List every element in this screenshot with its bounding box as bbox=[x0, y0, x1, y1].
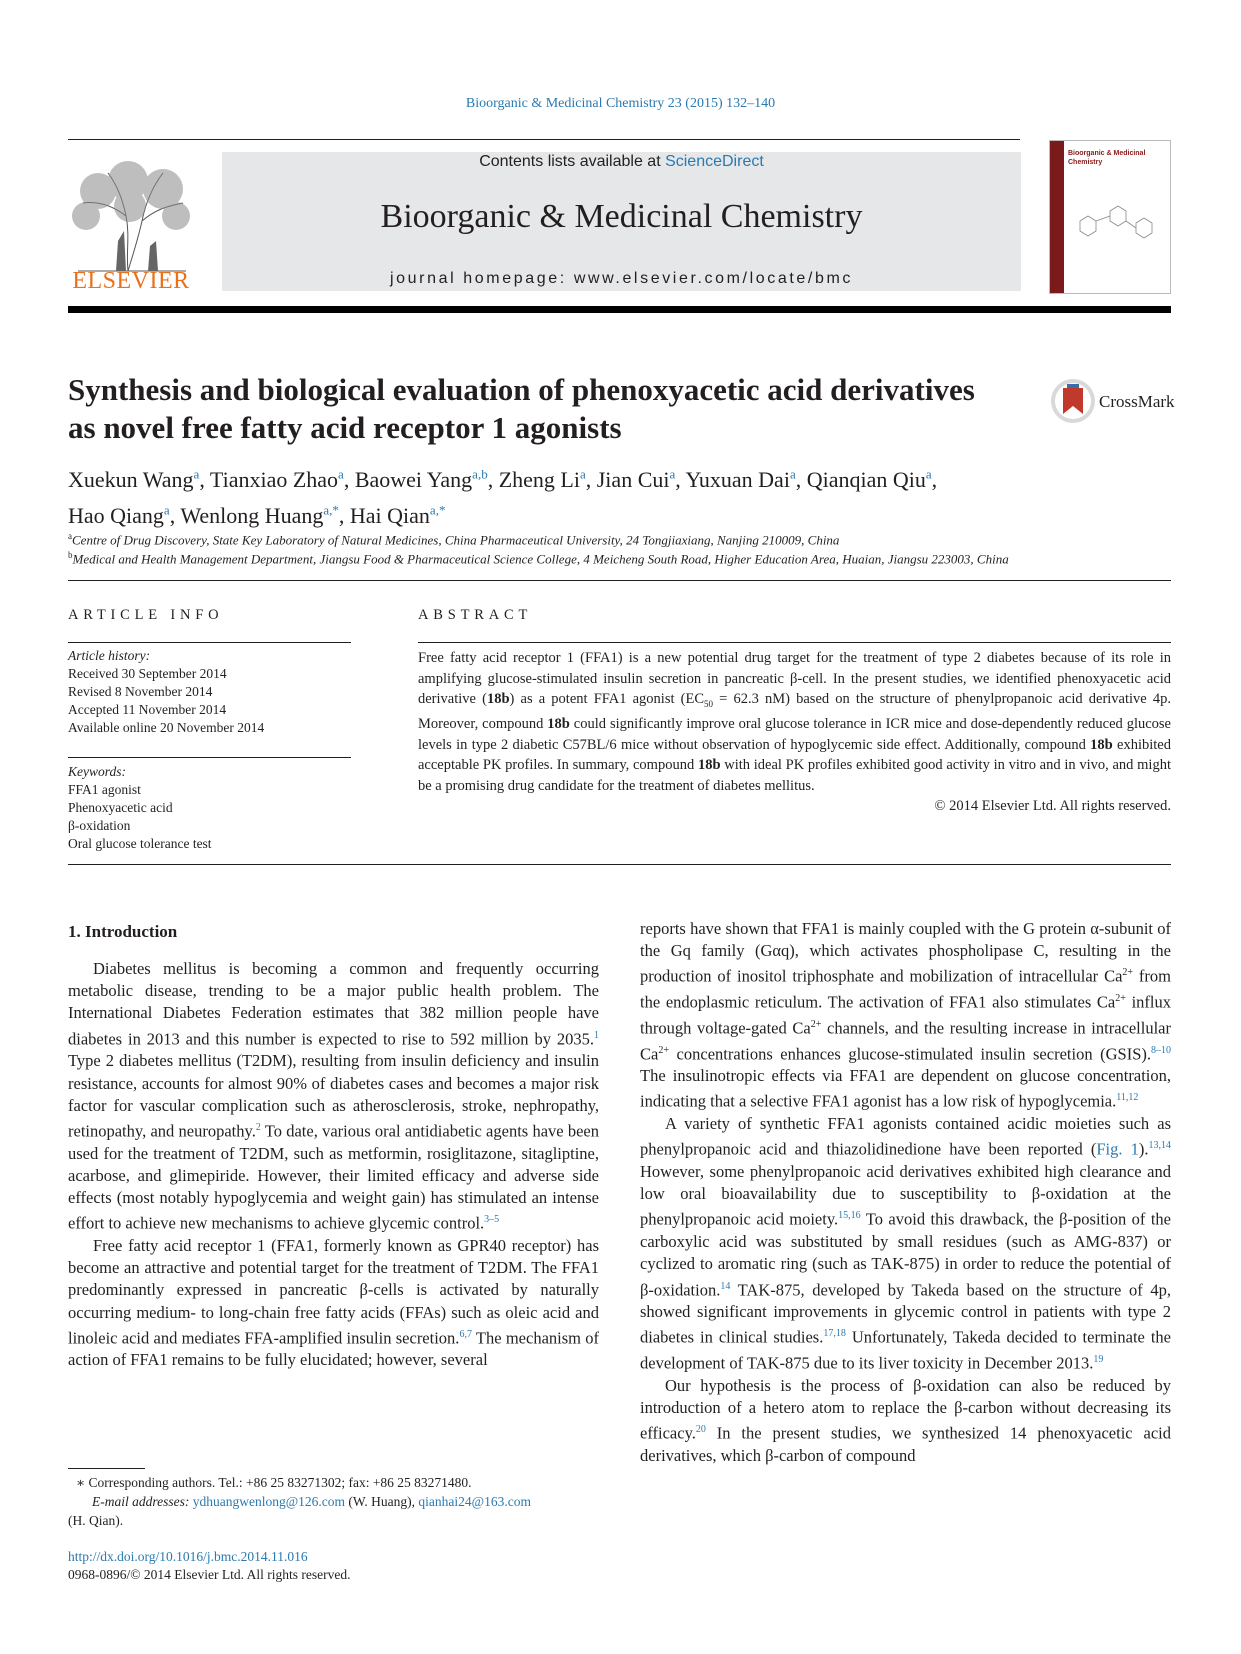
citation-link[interactable]: 14 bbox=[720, 1280, 731, 1292]
citation-link[interactable]: 19 bbox=[1093, 1354, 1104, 1366]
figure-link[interactable]: Fig. 1 bbox=[1096, 1139, 1139, 1159]
intro-paragraph-4: Our hypothesis is the process of β-oxidation can also be reduced by introduction of a hetero atom to replace the β-carbon without decreasing its efficacy.$^{20}$ In the present studies, we synthesized 14 phenoxyacetic acid derivatives, which β-carbon of compound bbox=[640, 1375, 1171, 1465]
keywords bbox=[68, 763, 351, 853]
title-line-1: Synthesis and biological evaluation of phenoxyacetic acid derivatives bbox=[68, 372, 975, 407]
author: Hai Qian$^{a,*}$ bbox=[349, 502, 446, 528]
abstract-rule bbox=[418, 642, 1171, 643]
abstract-copyright: © 2014 Elsevier Ltd. All rights reserved. bbox=[934, 798, 1171, 815]
article-history bbox=[68, 647, 351, 737]
journal-name: Bioorganic & Medicinal Chemistry bbox=[380, 198, 863, 235]
elsevier-wordmark: ELSEVIER bbox=[72, 268, 190, 294]
author: Hao Qiang$^a$, bbox=[68, 502, 181, 528]
contents-prefix: Contents lists available at bbox=[479, 153, 666, 170]
journal-homepage bbox=[222, 270, 1021, 288]
citation-link[interactable]: 13,14 bbox=[1148, 1140, 1171, 1152]
homepage-prefix: journal homepage: bbox=[390, 270, 574, 287]
cover-title-line2: Chemistry bbox=[1068, 159, 1103, 166]
citation-link[interactable]: 17,18 bbox=[823, 1328, 846, 1340]
author: Wenlong Huang$^{a,*}$, bbox=[180, 502, 350, 528]
intro-paragraph-2-cont: reports have shown that FFA1 is mainly coupled with the G protein α-subunit of the Gq family (Gαq), which activates phospholipase C, resulting in the production of inositol triphosphate and mobilization of intracellular $Ca^{2+}$ from the endoplasmic reticulum. The activation of FFA1 also stimulates $Ca^{2+}$ influx through voltage-gated $Ca^{2+}$ channels, and the resulting increase in intracellular $Ca^{2+}$ concentrations enhances glucose-stimulated insulin secretion (GSIS).$^{8-10}$ The insulinotropic effects via FFA1 are dependent on glucose concentration, indicating that a selective FFA1 agonist has a low risk of hypoglycemia.$^{11,12}$ bbox=[640, 919, 1172, 1111]
crossmark-icon[interactable] bbox=[1050, 378, 1096, 424]
article-info-rule bbox=[68, 642, 351, 643]
affiliation-rule bbox=[68, 580, 1171, 581]
affiliation-b: $^b$Medical and Health Management Department, Jiangsu Food & Pharmaceutical Science College, 4 Meicheng South Road, Higher Education Area, Huaian, Jiangsu 223003, China bbox=[68, 550, 1009, 567]
article-title bbox=[68, 371, 1028, 447]
footnote-contact: ∗ Corresponding authors. Tel.: +86 25 83271302; fax: +86 25 83271480. bbox=[76, 1475, 472, 1490]
issn-line: 0968-0896/© 2014 Elsevier Ltd. All rights reserved. bbox=[68, 1567, 351, 1582]
doi-block bbox=[68, 1548, 350, 1584]
keyword: Phenoxyacetic acid bbox=[68, 800, 173, 815]
crossmark-label[interactable]: CrossMark bbox=[1099, 392, 1175, 411]
citation-link[interactable]: 11,12 bbox=[1116, 1092, 1139, 1104]
intro-paragraph-2: Free fatty acid receptor 1 (FFA1, formerly known as GPR40 receptor) has become an attractive and potential target for the treatment of T2DM. The FFA1 predominantly expressed in pancreatic β-cells is activated by naturally occurring medium- to long-chain free fatty acids (FFAs) such as oleic acid and linoleic acid and mediates FFA-amplified insulin secretion.$^{6,7}$ The mechanism of action of FFA1 remains to be fully elucidated; however, several bbox=[68, 1235, 599, 1370]
abstract-bottom-rule bbox=[68, 864, 1171, 865]
homepage-url[interactable]: www.elsevier.com/locate/bmc bbox=[573, 270, 853, 287]
journal-citation-link[interactable]: Bioorganic & Medicinal Chemistry 23 (2015) 132–140 bbox=[465, 96, 776, 111]
intro-heading: 1. Introduction bbox=[68, 922, 178, 941]
citation-link[interactable]: 20 bbox=[695, 1424, 706, 1436]
intro-left-column bbox=[68, 958, 599, 1372]
cover-molecule-art bbox=[1070, 191, 1162, 251]
keywords-label: Keywords: bbox=[68, 764, 126, 779]
doi-link[interactable]: http://dx.doi.org/10.1016/j.bmc.2014.11.016 bbox=[68, 1549, 308, 1564]
author: Xuekun Wang$^a$, bbox=[68, 467, 210, 493]
keyword: Oral glucose tolerance test bbox=[68, 836, 212, 851]
email-link[interactable]: qianhai24@163.com bbox=[418, 1494, 531, 1509]
author: Baowei Yang$^{a,b}$, bbox=[354, 467, 499, 493]
cover-title-line1: Bioorganic & Medicinal bbox=[1068, 150, 1146, 157]
footnote-rule bbox=[68, 1468, 145, 1469]
intro-paragraph-3: A variety of synthetic FFA1 agonists contained acidic moieties such as phenylpropanoic acid and thiazolidinedione have been reported (Fig. 1).$^{13,14}$ However, some phenylpropanoic acid derivatives exhibited high clearance and low oral bioavailability due to susceptibility to β-oxidation at the phenylpropanoic acid moiety.$^{15,16}$ To avoid this drawback, the β-position of the carboxylic acid was substituted by small residues (such as AMG-837) or cyclized to aromatic ring (such as TAK-875) in order to reduce the potential of β-oxidation.$^{14}$ TAK-875, developed by Takeda based on the structure of 4p, showed significant improvements in glycemic control in patients with type 2 diabetes in clinical studies.$^{17,18}$ Unfortunately, Takeda decided to terminate the development of TAK-875 due to its liver toxicity in December 2013.19 bbox=[640, 1114, 1171, 1373]
keyword: β-oxidation bbox=[68, 818, 131, 833]
header-rule bbox=[68, 139, 1020, 140]
header-thick-rule bbox=[68, 306, 1171, 313]
citation-link[interactable]: 3–5 bbox=[484, 1214, 500, 1226]
author: Tianxiao Zhao$^a$, bbox=[209, 467, 355, 493]
citation-link[interactable]: 2 bbox=[255, 1121, 261, 1133]
sciencedirect-link[interactable]: ScienceDirect bbox=[665, 153, 764, 170]
article-info-heading: ARTICLE INFO bbox=[68, 607, 224, 623]
citation-link[interactable]: 1 bbox=[594, 1029, 599, 1041]
author: Qianqian Qiu$^a$, bbox=[806, 467, 938, 493]
email-label: E-mail addresses: bbox=[92, 1494, 193, 1509]
email-link[interactable]: ydhuangwenlong@126.com bbox=[192, 1494, 346, 1509]
intro-right-column bbox=[640, 918, 1171, 1467]
contents-line bbox=[222, 153, 1021, 171]
citation-link[interactable]: 15,16 bbox=[838, 1210, 861, 1222]
journal-cover-thumbnail bbox=[1049, 140, 1171, 294]
history-label: Article history: bbox=[68, 648, 151, 663]
author-list bbox=[68, 460, 1171, 531]
abstract-heading: ABSTRACT bbox=[418, 607, 533, 623]
author: Jian Cui$^a$, bbox=[596, 467, 686, 493]
keywords-rule bbox=[68, 757, 351, 758]
footnote-name: (H. Qian). bbox=[68, 1513, 124, 1528]
author: Zheng Li$^a$, bbox=[498, 467, 597, 493]
citation-link[interactable]: 6,7 bbox=[459, 1328, 472, 1340]
keyword: FFA1 agonist bbox=[68, 782, 141, 797]
author: Yuxuan Dai$^a$, bbox=[685, 467, 807, 493]
history-received: Received 30 September 2014 bbox=[68, 666, 227, 681]
title-line-2: as novel free fatty acid receptor 1 agonists bbox=[68, 410, 622, 445]
history-online: Available online 20 November 2014 bbox=[68, 720, 265, 735]
corresponding-footnote: ∗ Corresponding authors. Tel.: +86 25 83271302; fax: +86 25 83271480. E-mail addresses: ydhuangwenlong@126.com (W. Huang), qianhai24@163.com (H. Qian). bbox=[68, 1473, 608, 1530]
history-revised: Revised 8 November 2014 bbox=[68, 684, 213, 699]
abstract-text: Free fatty acid receptor 1 (FFA1) is a new potential drug target for the treatment of type 2 diabetes because of its role in amplifying glucose-stimulated insulin secretion in pancreatic β-cell. In the present studies, we identified phenoxyacetic acid derivative (18b) as a potent FFA1 agonist ($EC_{50} = 62.3$ nM) based on the structure of phenylpropanoic acid derivative 4p. Moreover, compound 18b could significantly improve oral glucose tolerance in ICR mice and dose-dependently reduced glucose levels in type 2 diabetic C57BL/6 mice without observation of hypoglycemic side effect. Additionally, compound 18b exhibited acceptable PK profiles. In summary, compound 18b with ideal PK profiles exhibited good activity in vitro and in vivo, and might be a promising drug candidate for the treatment of diabetes mellitus. © 2014 Elsevier Ltd. All rights reserved. bbox=[418, 648, 1171, 817]
intro-paragraph-1: Diabetes mellitus is becoming a common and frequently occurring metabolic disease, trending to be a major public health problem. The International Diabetes Federation estimates that 382 million people have diabetes in 2013 and this number is expected to rise to 592 million by 2035.$^1$ Type 2 diabetes mellitus (T2DM), resulting from insulin deficiency and insulin resistance, accounts for almost 90% of diabetes cases and becomes a major risk factor for vascular complication such as atherosclerosis, stroke, nephropathy, retinopathy, and neuropathy.$^2$ To date, various oral antidiabetic agents have been used for the treatment of T2DM, such as metformin, rosiglitazone, sitagliptine, acarbose, and glimepiride. However, their limited efficacy and adverse side effects (most notably hypoglycemia and weight gain) has stimulated an intense effort to achieve new mechanisms to achieve glycemic control.$^{3-5}$ bbox=[68, 959, 600, 1233]
affiliation-a: $^a$Centre of Drug Discovery, State Key Laboratory of Natural Medicines, China Pharmaceutical University, 24 Tongjiaxiang, Nanjing 210009, China bbox=[68, 531, 840, 548]
history-accepted: Accepted 11 November 2014 bbox=[68, 702, 227, 717]
citation-link[interactable]: 8–10 bbox=[1151, 1044, 1171, 1056]
